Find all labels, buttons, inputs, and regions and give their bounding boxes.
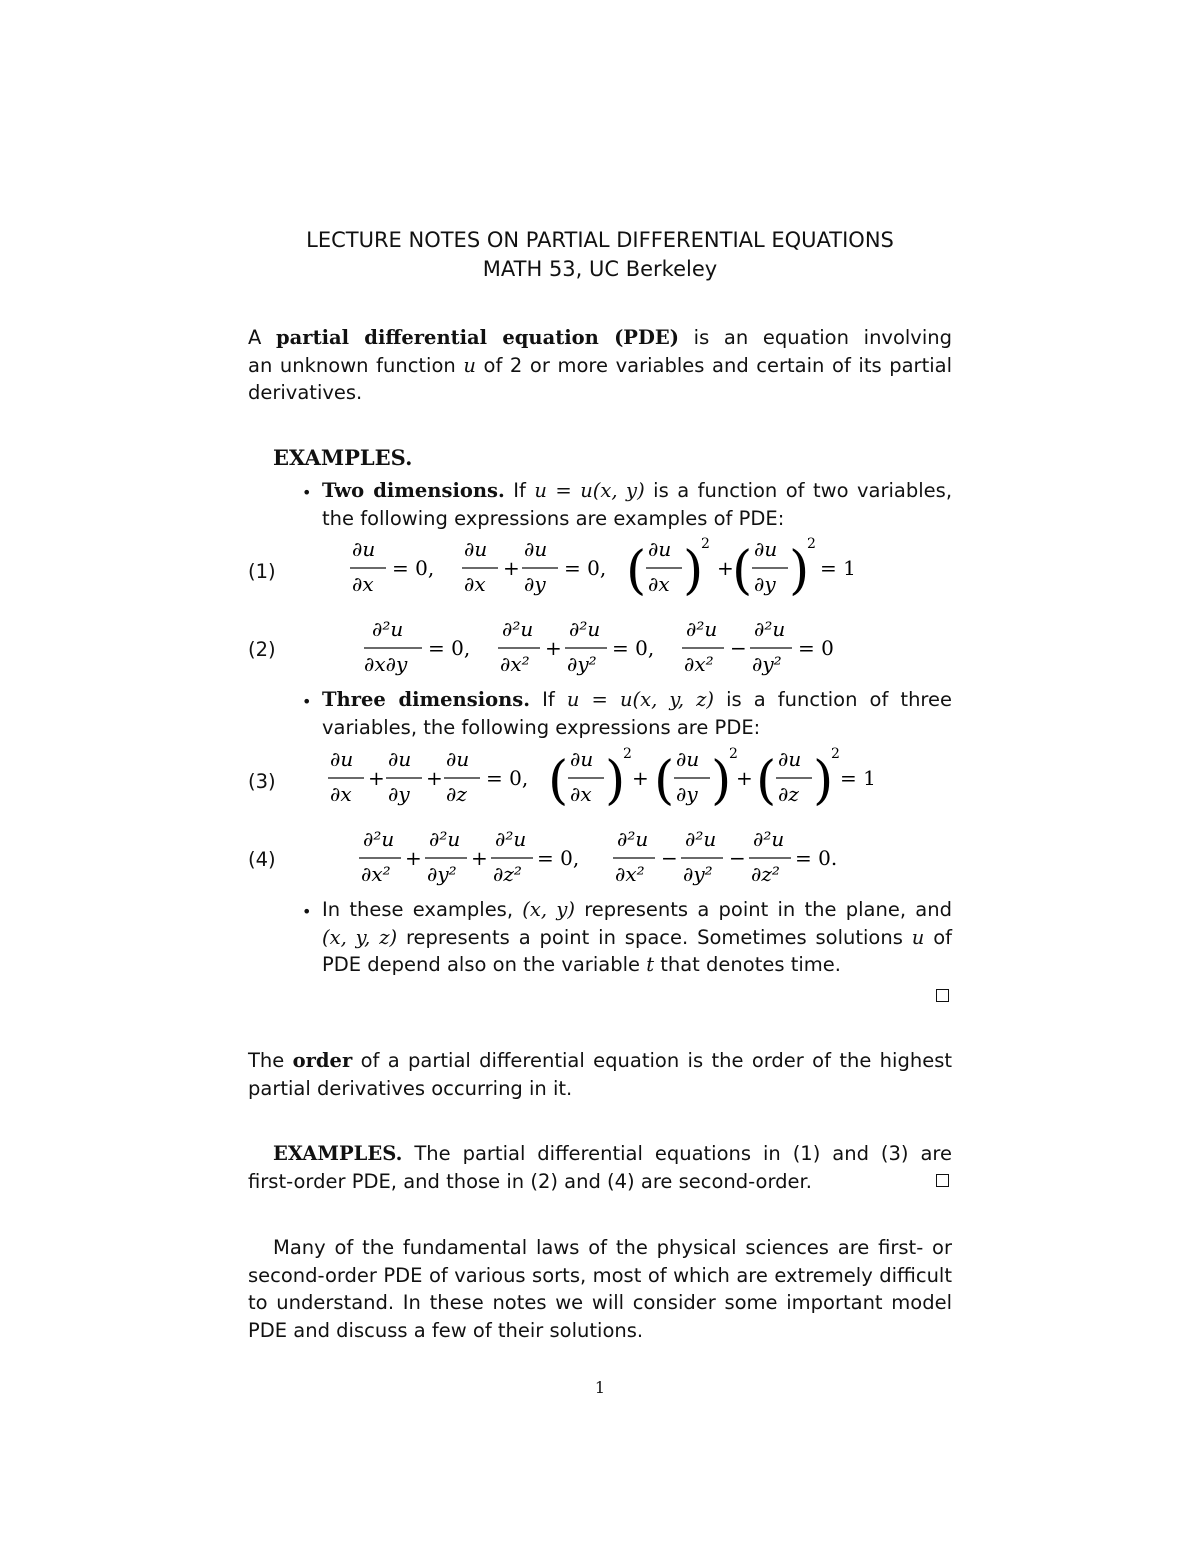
- svg-text:= 0,: = 0,: [537, 846, 580, 870]
- svg-text:∂x: ∂x: [570, 782, 592, 806]
- document-subtitle: MATH 53, UC Berkeley: [482, 257, 718, 281]
- svg-text:∂x: ∂x: [648, 572, 670, 596]
- svg-text:∂u: ∂u: [388, 747, 412, 771]
- order-paragraph: The order of a partial differential equation is the order of the highest partial derivatives occurring in it.: [248, 1049, 952, 1100]
- svg-text:∂z²: ∂z²: [493, 862, 522, 886]
- svg-text:∂y²: ∂y²: [567, 652, 597, 676]
- svg-text:∂u: ∂u: [330, 747, 354, 771]
- svg-text:+: +: [368, 766, 385, 790]
- svg-text:(: (: [548, 751, 569, 811]
- svg-text:∂u: ∂u: [676, 747, 700, 771]
- closing-paragraph: Many of the fundamental laws of the physical sciences are first- or second-order PDE of various sorts, most of which are extremely difficult to understand. In these notes we will consider some important model PDE and discuss a few of their solutions.: [248, 1236, 952, 1342]
- bullet-icon: •: [302, 692, 312, 711]
- svg-text:∂u: ∂u: [778, 747, 802, 771]
- svg-text:+: +: [426, 766, 443, 790]
- svg-text:+: +: [717, 556, 734, 580]
- svg-text:∂z²: ∂z²: [751, 862, 780, 886]
- svg-text:∂²u: ∂²u: [617, 827, 649, 851]
- equation-number-4: (4): [248, 848, 276, 871]
- svg-text:2: 2: [623, 746, 632, 762]
- svg-text:): ): [789, 541, 810, 601]
- svg-text:= 0: = 0: [798, 636, 834, 660]
- svg-text:−: −: [729, 846, 746, 870]
- bullet-note: In these examples, (x, y) represents a point in the plane, and (x, y, z) represents a point in space. Sometimes solutions u of PDE depend also on the variable t that denotes time.: [322, 898, 952, 976]
- svg-text:∂²u: ∂²u: [753, 827, 785, 851]
- svg-text:∂²u: ∂²u: [685, 827, 717, 851]
- equation-1: [340, 530, 880, 610]
- svg-text:∂y²: ∂y²: [427, 862, 457, 886]
- svg-text:+: +: [471, 846, 488, 870]
- svg-text:∂x²: ∂x²: [684, 652, 714, 676]
- svg-text:∂²u: ∂²u: [569, 617, 601, 641]
- svg-text:∂y²: ∂y²: [683, 862, 713, 886]
- svg-text:+: +: [405, 846, 422, 870]
- svg-text:∂y²: ∂y²: [752, 652, 782, 676]
- svg-text:∂u: ∂u: [524, 537, 548, 561]
- svg-text:+: +: [545, 636, 562, 660]
- svg-text:−: −: [730, 636, 747, 660]
- svg-text:+: +: [503, 556, 520, 580]
- qed-box-icon: [936, 1174, 949, 1187]
- svg-text:∂x∂y: ∂x∂y: [364, 652, 408, 676]
- svg-text:∂u: ∂u: [352, 537, 376, 561]
- svg-text:∂x²: ∂x²: [361, 862, 391, 886]
- equation-2: [360, 610, 860, 690]
- svg-text:2: 2: [807, 536, 816, 552]
- svg-text:= 1: = 1: [840, 766, 876, 790]
- svg-text:= 0,: = 0,: [564, 556, 607, 580]
- svg-text:= 0,: = 0,: [612, 636, 655, 660]
- svg-text:(: (: [654, 751, 675, 811]
- svg-text:∂x: ∂x: [464, 572, 486, 596]
- page-number: 1: [594, 1378, 606, 1397]
- svg-text:∂u: ∂u: [754, 537, 778, 561]
- svg-text:∂y: ∂y: [388, 782, 410, 806]
- svg-text:∂²u: ∂²u: [754, 617, 786, 641]
- svg-text:(: (: [732, 541, 753, 601]
- svg-text:= 0,: = 0,: [392, 556, 435, 580]
- qed-box-icon: [936, 989, 949, 1002]
- svg-text:∂y: ∂y: [676, 782, 698, 806]
- svg-text:+: +: [632, 766, 649, 790]
- equation-4: [355, 820, 855, 900]
- svg-text:+: +: [736, 766, 753, 790]
- svg-text:∂²u: ∂²u: [502, 617, 534, 641]
- svg-text:2: 2: [729, 746, 738, 762]
- bullet-two-dimensions: Two dimensions. If u = u(x, y) is a function of two variables, the following expressions are examples of PDE:: [322, 479, 953, 530]
- svg-text:∂y: ∂y: [754, 572, 776, 596]
- equation-number-1: (1): [248, 560, 276, 583]
- svg-text:∂x²: ∂x²: [500, 652, 530, 676]
- svg-text:(: (: [756, 751, 777, 811]
- svg-text:): ): [683, 541, 704, 601]
- document-title: LECTURE NOTES ON PARTIAL DIFFERENTIAL EQUATIONS: [306, 228, 894, 252]
- svg-text:∂²u: ∂²u: [495, 827, 527, 851]
- svg-text:−: −: [661, 846, 678, 870]
- defined-term: partial differential equation (PDE): [276, 326, 679, 349]
- svg-text:∂y: ∂y: [524, 572, 546, 596]
- svg-text:∂u: ∂u: [464, 537, 488, 561]
- examples-paragraph: EXAMPLES. The partial differential equations in (1) and (3) are first-order PDE, and those in (2) and (4) are second-order.: [248, 1142, 952, 1193]
- svg-text:2: 2: [831, 746, 840, 762]
- svg-text:∂u: ∂u: [648, 537, 672, 561]
- bullet-icon: •: [302, 902, 312, 921]
- definition-paragraph: A partial differential equation (PDE) is an equation involving an unknown function u of 2 or more variables and certain of its partial derivatives.: [248, 326, 953, 404]
- svg-text:2: 2: [701, 536, 710, 552]
- svg-text:∂x: ∂x: [330, 782, 352, 806]
- examples-heading: EXAMPLES.: [273, 445, 413, 470]
- svg-text:= 0,: = 0,: [486, 766, 529, 790]
- svg-text:∂z: ∂z: [778, 782, 799, 806]
- svg-text:= 1: = 1: [820, 556, 856, 580]
- svg-text:): ): [813, 751, 834, 811]
- svg-text:(: (: [626, 541, 647, 601]
- svg-text:= 0,: = 0,: [428, 636, 471, 660]
- svg-text:∂²u: ∂²u: [363, 827, 395, 851]
- equation-number-3: (3): [248, 770, 276, 793]
- order-term: order: [292, 1049, 353, 1072]
- equation-3: [320, 740, 900, 820]
- svg-text:∂²u: ∂²u: [686, 617, 718, 641]
- bullet-three-dimensions: Three dimensions. If u = u(x, y, z) is a function of three variables, the following expressions are PDE:: [322, 688, 953, 739]
- svg-text:): ): [605, 751, 626, 811]
- svg-text:∂x: ∂x: [352, 572, 374, 596]
- svg-text:∂²u: ∂²u: [429, 827, 461, 851]
- svg-text:∂²u: ∂²u: [372, 617, 404, 641]
- svg-text:): ): [711, 751, 732, 811]
- svg-text:∂u: ∂u: [570, 747, 594, 771]
- svg-text:= 0.: = 0.: [795, 846, 838, 870]
- equation-number-2: (2): [248, 638, 276, 661]
- bullet-icon: •: [302, 483, 312, 502]
- svg-text:∂z: ∂z: [446, 782, 467, 806]
- svg-text:∂x²: ∂x²: [615, 862, 645, 886]
- svg-text:∂u: ∂u: [446, 747, 470, 771]
